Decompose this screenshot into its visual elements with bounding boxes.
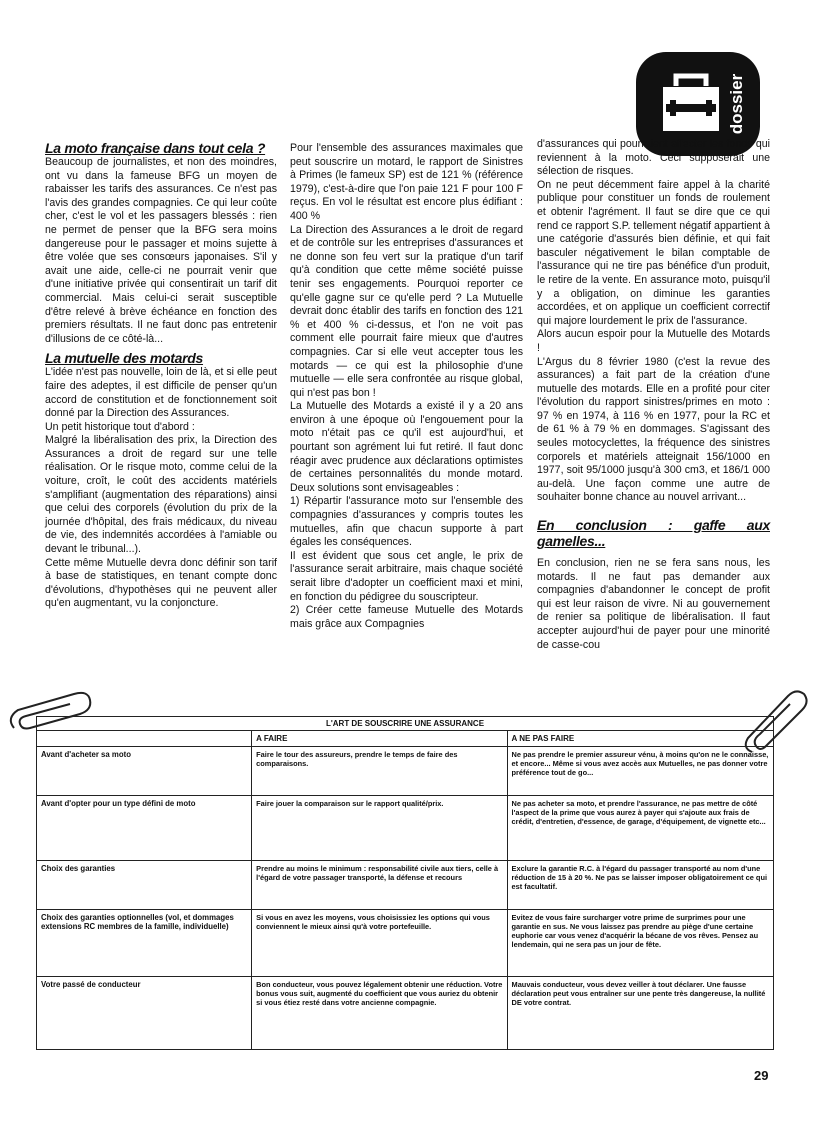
paragraph: La Direction des Assurances a le droit de regard et de contrôle sur les entreprises d'assurances et ne donne son feu vert sur la pratique d'un tarif qu'à condition que cette même société puisse tenir ses engagements. Pourquoi reporter ce qu'elle gagne sur ce qu'elle perd ? La Mutuelle devrait donc établir des tarifs en fonction des 121 % et 400 % ci-dessus, et l'on ne voit pas comment elle pourrait faire mieux que d'autres compagnies. Car si elle veut accepter tous les motards — ce qui est la philosophie d'une mutuelle — elle sera confrontée au risque global, qui n'est pas bon ! xyxy=(290,223,523,399)
cell-ne-pas-faire: Ne pas prendre le premier assureur vénu, à moins qu'on ne le connaisse, et encore... Même si vous avez accès aux Mutuelles, ne pas donner votre préférence tout de go... xyxy=(507,747,773,796)
paragraph: 1) Répartir l'assurance moto sur l'ensemble des compagnies d'assurances y compris toutes les mutuelles, afin que chacun supporte à part égales les conséquences. xyxy=(290,495,523,549)
paragraph: On ne peut décemment faire appel à la charité publique pour constituer un fonds de roulement et obtenir l'agrément. Il faut se dire que ce qui rend ce rapport S.P. tellement négatif appartient à une catégorie d'assurés bien définie, et qui fait basculer négativement le bilan comptable de l'assurance qui ne tire pas bénéfice d'un produit, le retire de la vente. En assurance moto, puisqu'il y a obligation, on diminue les garanties accordées, et on applique un coefficient correctif qui majore lourdement le prix de l'assurance. xyxy=(537,178,771,327)
paragraph: La Mutuelle des Motards a existé il y a 20 ans environ à une époque où l'engouement pour la moto n'était pas ce qu'il est aujourd'hui, et pourtant son agrément lui fut retiré. Il faut donc réagir avec prudence aux déclarations optimistes de certaines personnalités du monde motard. Deux solutions sont envisageables : xyxy=(290,400,523,494)
table-row xyxy=(37,861,774,910)
cell-ne-pas-faire: Evitez de vous faire surcharger votre prime de surprimes pour une garantie en sus. Ne vous laissez pas prendre au piège d'une certaine euphorie car vous venez d'acquérir la bécane de vos rêves. Pensez au lendemain, qui ne sera pas un jour de fête. xyxy=(507,910,773,977)
paragraph: En conclusion, rien ne se fera sans nous, les motards. Il ne faut pas demander aux compagnies d'abandonner le concept de profit qui est leur raison de vivre. Ni au gouvernement de renier sa politique de libéralisation. Il faut accepter aujourd'hui de payer pour une minorité de casse-cou xyxy=(537,557,770,651)
paragraph: Il est évident que sous cet angle, le prix de l'assurance serait arbitraire, mais chaque société serait libre d'adopter un coefficient maxi et mini, en fonction du pédigree du souscripteur. xyxy=(290,549,523,603)
table-title: L'ART DE SOUSCRIRE UNE ASSURANCE xyxy=(37,717,774,731)
section-heading: La mutuelle des motards xyxy=(45,350,204,367)
paragraph: Cette même Mutuelle devra donc définir son tarif à base de statistiques, en tenant compte donc d'évolutions, d'hypothèses qui ne peuvent aller qu'en augmentant, vu la conjoncture. xyxy=(45,556,277,610)
table-row xyxy=(37,796,774,861)
insurance-table xyxy=(36,716,774,1007)
section-heading: En conclusion : gaffe aux gamelles... xyxy=(537,517,770,550)
table-row xyxy=(37,977,774,1050)
section-heading: La moto française dans tout cela ? xyxy=(45,140,266,156)
cell-faire: Prendre au moins le minimum : responsabilité civile aux tiers, celle à l'égard de votre passager transporté, la défense et recours xyxy=(252,861,507,910)
table-row xyxy=(37,747,774,796)
paragraph: L'Argus du 8 février 1980 (c'est la revue des assurances) a fait part de la création d'une mutuelle des motards. Elle en a profité pour citer l'évolution du rapport sinistres/primes en moto : 97 % en 1974, à 116 % en 1977, pour la RC et de 61 % à 79 % en dommages. S'agissant des seules motocyclettes, la fréquence des sinistres corporels et matériels atteignait 156/1000 en 1977, soit 95/1000 jusqu'à 300 cm3, et 186/1 000 au-delà. Une façon comme une autre de souhaiter bonne chance au nouvel arrivant... xyxy=(537,355,770,504)
row-label: Avant d'acheter sa moto xyxy=(37,747,252,796)
paragraph: d'assurances qui pourraient affecter les fonds qui reviennent à la moto. Ceci supposerait une sélection de risques. xyxy=(537,138,770,178)
table-header-empty xyxy=(37,731,252,747)
article-column-3 xyxy=(537,138,770,652)
cell-faire: Si vous en avez les moyens, vous choisissiez les options qui vous conviennent le mieux ainsi qu'à votre portefeuille. xyxy=(252,910,507,977)
paragraph: 2) Créer cette fameuse Mutuelle des Motards mais grâce aux Compagnies xyxy=(290,604,523,630)
table-header-ne-pas-faire: A NE PAS FAIRE xyxy=(507,731,773,747)
paragraph: Un petit historique tout d'abord : xyxy=(45,420,195,433)
article-column-2 xyxy=(290,142,523,631)
cell-faire: Faire le tour des assureurs, prendre le temps de faire des comparaisons. xyxy=(252,747,507,796)
page-number: 29 xyxy=(754,1068,769,1083)
table-row xyxy=(37,910,774,977)
cell-faire: Bon conducteur, vous pouvez légalement obtenir une réduction. Votre bonus vous suit, augmenté du coefficient que vous auriez du obtenir si vous étiez resté dans votre ancienne compagnie. xyxy=(252,977,507,1050)
cell-ne-pas-faire: Mauvais conducteur, vous devez veiller à tout déclarer. Une fausse déclaration peut vous entraîner sur une pente très dangereuse, la nullité DE votre contrat. xyxy=(507,977,773,1050)
paragraph: L'idée n'est pas nouvelle, loin de là, et si elle peut faire des adeptes, il est difficile de penser qu'un accord de constitution et de fonctionnement soit donné par la Direction des Assurances. xyxy=(45,366,277,420)
paragraph: Beaucoup de journalistes, et non des moindres, ont vu dans la fameuse BFG un moyen de rabaisser les tarifs des assurances. Ce n'est pas l'avis des grandes compagnies. Ce qui leur coûte cher, c'est le vol et les passagers blessés : rien ne permet de penser que la BFG sera moins dangereuse pour le passager et moins sujette à être volée que ses consœurs japonaises. S'il y avait une aide, celle-ci ne pourrait venir que d'une initiative privée qui consentirait un tarif dit commercial. Mais celui-ci serait susceptible d'être relevé à brève échéance en fonction des premiers résultats. Il ne faut donc pas entretenir d'illusions de ce côté-là... xyxy=(45,156,277,345)
cell-ne-pas-faire: Ne pas acheter sa moto, et prendre l'assurance, ne pas mettre de côté l'aspect de la prime que vous aurez à payer qui s'ajoute aux frais de crédit, d'entretien, d'essence, de garage, d'équipement, de vignette etc... xyxy=(507,796,773,861)
paragraph: Alors aucun espoir pour la Mutuelle des Motards ! xyxy=(537,328,770,354)
cell-faire: Faire jouer la comparaison sur le rapport qualité/prix. xyxy=(252,796,507,861)
row-label: Choix des garanties xyxy=(37,861,252,910)
article-column-1 xyxy=(45,140,277,611)
paragraph: Pour l'ensemble des assurances maximales que peut souscrire un motard, le rapport de Sinistres à Primes (le fameux SP) est de 121 % (référence 1979), c'est-à-dire que l'on paie 121 F pour 100 F reçus. En vol le résultat est encore plus édifiant : 400 % xyxy=(290,142,523,222)
paragraph: Malgré la libéralisation des prix, la Direction des Assurances a droit de regard sur une telle réalisation. Or le risque moto, comme celui de la voiture, croît, le coût des accidents matériels s'amplifiant (augmentation des réparations) ainsi que celui des corporels (évolution du prix de la journée d'hôpital, des frais médicaux, du niveau de vie, des indemnités accordées à l'amiable ou devant le tribunal...). xyxy=(45,434,277,556)
row-label: Avant d'opter pour un type défini de moto xyxy=(37,796,252,861)
table-header-faire: A FAIRE xyxy=(252,731,507,747)
badge-text: dossier xyxy=(727,73,746,135)
row-label: Choix des garanties optionnelles (vol, et dommages extensions RC membres de la famille, individuelle) xyxy=(37,910,252,977)
cell-ne-pas-faire: Exclure la garantie R.C. à l'égard du passager transporté au nom d'une réduction de 15 à 20 %. Ne pas se laisser imposer obligatoirement ce qui est facultatif. xyxy=(507,861,773,910)
row-label: Votre passé de conducteur xyxy=(37,977,252,1050)
